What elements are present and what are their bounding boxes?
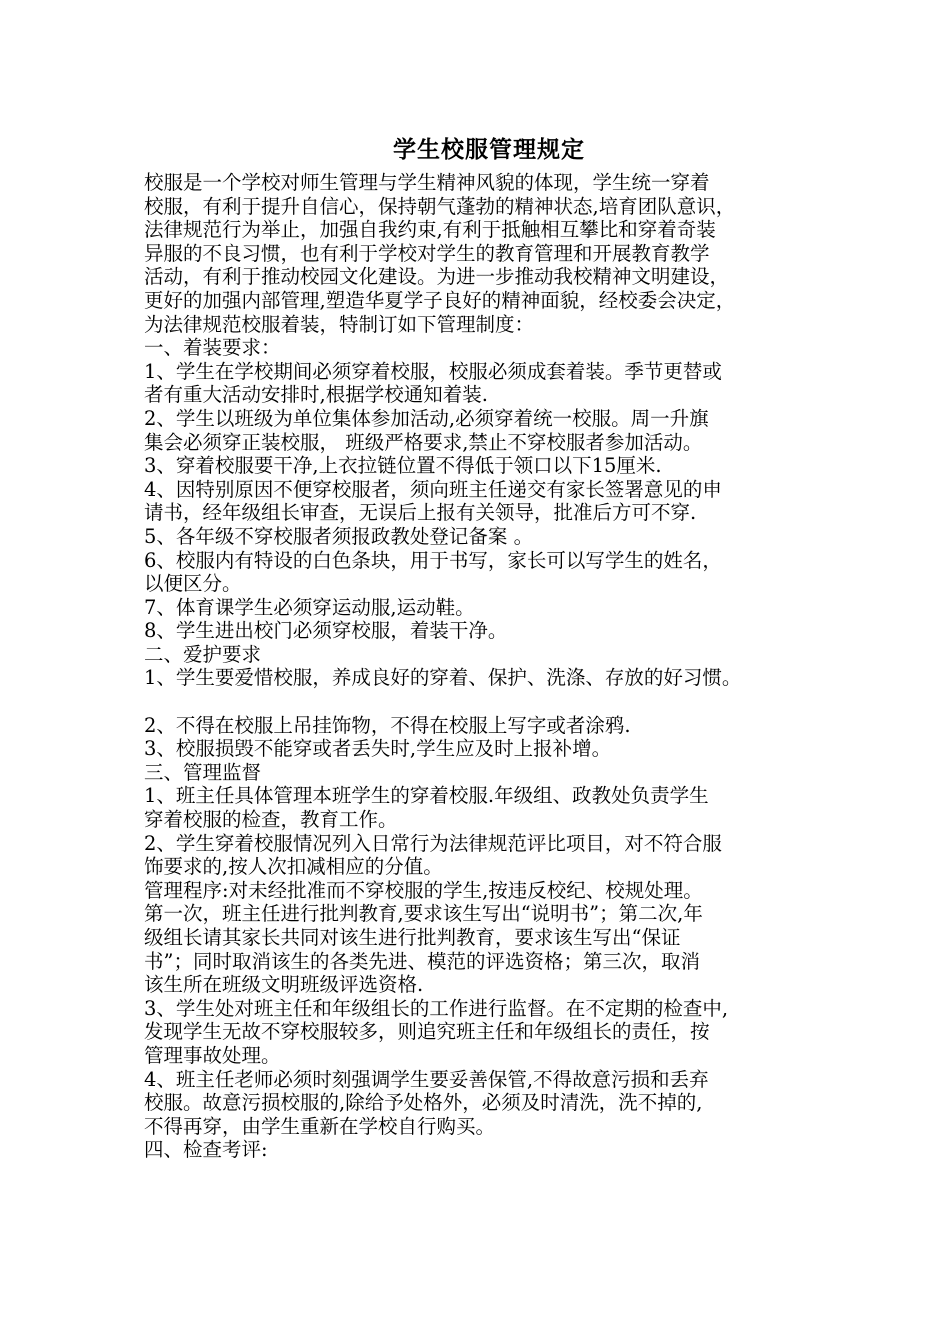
paragraph-line: 为法律规范校服着装，特制订如下管理制度： [144,312,535,336]
rule-item: 1、学生在学校期间必须穿着校服，校服必须成套着装。季节更替或 [144,359,722,383]
section-heading: 三、管理监督 [144,760,262,784]
rule-item: 请书，经年级组长审查，无误后上报有关领导，批准后方可不穿. [144,501,697,525]
section-heading: 二、爱护要求 [144,642,262,666]
rule-item: 2、学生穿着校服情况列入日常行为法律规范评比项目，对不符合服 [144,831,722,855]
rule-item: 管理程序:对未经批准而不穿校服的学生,按违反校纪、校规处理。 [144,878,703,902]
rule-item: 第一次，班主任进行批判教育,要求该生写出“说明书”；第二次,年 [144,902,703,926]
rule-item: 者有重大活动安排时,根据学校通知着装. [144,383,488,407]
section-heading: 四、检查考评: [144,1138,268,1162]
rule-item: 6、校服内有特设的白色条块，用于书写，家长可以写学生的姓名， [144,548,722,572]
rule-item: 发现学生无故不穿校服较多，则追究班主任和年级组长的责任，按 [144,1020,710,1044]
rule-item: 2、不得在校服上吊挂饰物，不得在校服上写字或者涂鸦. [144,713,631,737]
rule-item: 校服。故意污损校服的,除给予处格外，必须及时清洗，洗不掉的, [144,1091,703,1115]
section-heading: 一、着装要求： [144,336,281,360]
rule-item: 4、因特别原因不便穿校服者，须向班主任递交有家长签署意见的申 [144,477,722,501]
rule-item: 以便区分。 [144,572,242,596]
rule-item: 7、体育课学生必须穿运动服,运动鞋。 [144,595,475,619]
rule-item: 饰要求的,按人次扣减相应的分值。 [144,855,443,879]
paragraph-line: 异服的不良习惯，也有利于学校对学生的教育管理和开展教育教学 [144,241,710,265]
blank-line [144,690,834,714]
document-page [144,128,834,1162]
document-body [144,171,834,1162]
rule-item: 8、学生进出校门必须穿校服，着装干净。 [144,619,508,643]
rule-item: 1、学生要爱惜校服，养成良好的穿着、保护、洗涤、存放的好习惯。 [144,666,742,690]
paragraph-line: 校服是一个学校对师生管理与学生精神风貌的体现，学生统一穿着 [144,171,710,194]
rule-item: 1、班主任具体管理本班学生的穿着校服.年级组、政教处负责学生 [144,784,709,808]
paragraph-line: 法律规范行为举止，加强自我约束,有利于抵触相互攀比和穿着奇装 [144,218,716,242]
rule-item: 2、学生以班级为单位集体参加活动,必须穿着统一校服。周一升旗 [144,406,709,430]
rule-item: 3、学生处对班主任和年级组长的工作进行监督。在不定期的检查中, [144,996,729,1020]
rule-item: 穿着校服的检查，教育工作。 [144,808,398,832]
rule-item: 集会必须穿正装校服， 班级严格要求,禁止不穿校服者参加活动。 [144,430,703,454]
rule-item: 3、校服损毁不能穿或者丢失时,学生应及时上报补增。 [144,737,612,761]
rule-item: 不得再穿，由学生重新在学校自行购买。 [144,1114,496,1138]
rule-item: 4、班主任老师必须时刻强调学生要妥善保管,不得故意污损和丢弃 [144,1067,709,1091]
rule-item: 该生所在班级文明班级评选资格. [144,973,424,997]
paragraph-line: 更好的加强内部管理,塑造华夏学子良好的精神面貌，经校委会决定， [144,288,736,312]
rule-item: 级组长请其家长共同对该生进行批判教育，要求该生写出“保证 [144,926,681,949]
rule-item: 3、穿着校服要干净,上衣拉链位置不得低于领口以下15厘米. [144,454,662,478]
rule-item: 管理事故处理。 [144,1043,281,1067]
document-title: 学生校服管理规定 [393,137,585,163]
paragraph-line: 校服，有利于提升自信心，保持朝气蓬勃的精神状态,培育团队意识， [144,194,736,218]
rule-item: 书”；同时取消该生的各类先进、模范的评选资格；第三次，取消 [144,949,700,973]
paragraph-line: 活动，有利于推动校园文化建设。为进一步推动我校精神文明建设， [144,265,730,289]
rule-item: 5、各年级不穿校服者须报政教处登记备案 。 [144,524,534,548]
